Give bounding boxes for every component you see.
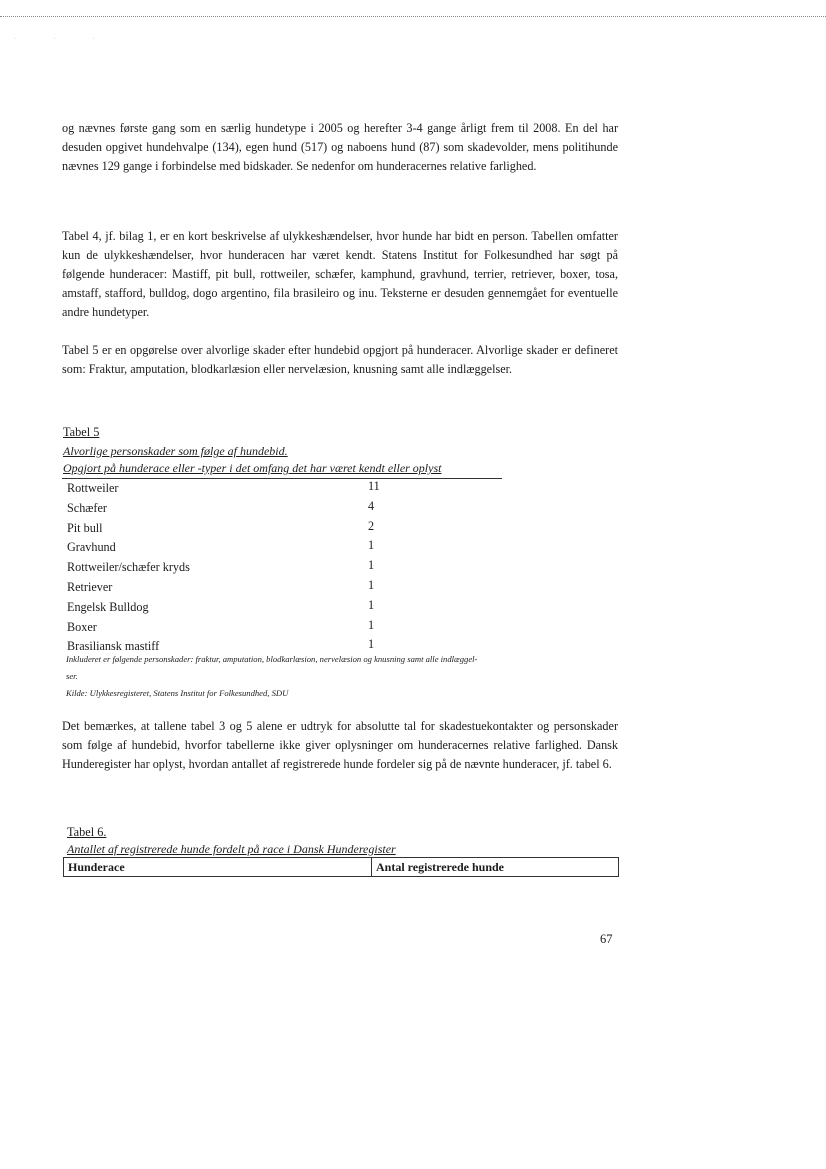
table5-label: Tabel 5 xyxy=(63,425,100,439)
page-number: 67 xyxy=(600,932,613,946)
table5-body xyxy=(67,479,387,657)
table5-row xyxy=(67,499,387,519)
table6-header-count: Antal registrerede hunde xyxy=(376,860,504,874)
table5-note-continued: ser. xyxy=(66,671,78,681)
table6-header-row xyxy=(63,857,619,877)
table5-row xyxy=(67,578,387,598)
table5-row xyxy=(67,618,387,638)
paragraph-1: og nævnes første gang som en særlig hundetype i 2005 og herefter 3-4 gange årligt frem til 2008. En del har desuden opgivet hundehvalpe (134), egen hund (517) og naboens hund (87) som skadevolder, mens politihunde nævnes 129 gange i forbindelse med bidskader. Se nedenfor om hunderacernes relative farlighed. xyxy=(62,121,618,173)
breed-name: Brasiliansk mastiff xyxy=(67,639,160,654)
table6-header-breed: Hunderace xyxy=(64,858,372,876)
breed-name: Pit bull xyxy=(67,520,103,535)
breed-name: Boxer xyxy=(67,619,97,634)
injury-count: 1 xyxy=(368,558,375,573)
table5-note: Inkluderet er følgende personskader: fraktur, amputation, blodkarlæsion, nervelæsion og knusning samt alle indlæggel- xyxy=(66,654,478,664)
injury-count: 2 xyxy=(368,518,375,533)
injury-count: 11 xyxy=(368,479,380,493)
paragraph-2: Tabel 4, jf. bilag 1, er en kort beskrivelse af ulykkeshændelser, hvor hunde har bidt en person. Tabellen omfatter kun de ulykkeshændelser, hvor hunderacen har været kendt. Statens Institut for Folkesundhed har søgt på følgende hunderacer: Mastiff, pit bull, rottweiler, schæfer, kamphund, gravhund, terrier, retriever, boxer, tosa, amstaff, stafford, bulldog, dogo argentino, fila brasileiro og inu. Teksterne er desuden gennemgået for eventuelle andre hundetyper. xyxy=(62,229,618,319)
table5-row xyxy=(67,598,387,618)
table5-subtitle-1: Alvorlige personskader som følge af hundebid. xyxy=(63,444,288,458)
table5-row xyxy=(67,519,387,539)
breed-name: Gravhund xyxy=(67,540,116,555)
breed-name: Engelsk Bulldog xyxy=(67,599,149,614)
table5-row xyxy=(67,558,387,578)
table5-row xyxy=(67,538,387,558)
top-scan-line xyxy=(0,16,826,17)
injury-count: 1 xyxy=(368,637,375,652)
table5-subtitle-2: Opgjort på hunderace eller -typer i det omfang det har været kendt eller oplyst xyxy=(63,461,442,475)
table6-subtitle: Antallet af registrerede hunde fordelt på race i Dansk Hunderegister xyxy=(67,842,396,856)
breed-name: Rottweiler/schæfer kryds xyxy=(67,560,190,575)
table6-label: Tabel 6. xyxy=(67,825,107,839)
paragraph-4: Det bemærkes, at tallene tabel 3 og 5 alene er udtryk for absolutte tal for skadestuekontakter og personskader som følge af hundebid, hvorfor tabellerne ikke giver oplysninger om hunderacernes relative farlighed. Dansk Hunderegister har oplyst, hvordan antallet af registrerede hunde fordeler sig på de nævnte hunderacer, jf. tabel 6. xyxy=(62,719,618,771)
injury-count: 1 xyxy=(368,617,375,632)
injury-count: 1 xyxy=(368,538,375,553)
breed-name: Rottweiler xyxy=(67,481,119,495)
injury-count: 1 xyxy=(368,597,375,612)
injury-count: 4 xyxy=(368,498,375,513)
paragraph-3: Tabel 5 er en opgørelse over alvorlige skader efter hundebid opgjort på hunderacer. Alvorlige skader er defineret som: Fraktur, amputation, blodkarlæsion eller nervelæsion, knusning samt alle indlæggelser. xyxy=(62,343,618,376)
breed-name: Retriever xyxy=(67,579,113,594)
injury-count: 1 xyxy=(368,577,375,592)
scan-specks: · · · xyxy=(14,36,113,42)
breed-name: Schæfer xyxy=(67,500,107,515)
table5-source: Kilde: Ulykkesregisteret, Statens Institut for Folkesundhed, SDU xyxy=(66,688,289,698)
table5-row xyxy=(67,479,387,499)
